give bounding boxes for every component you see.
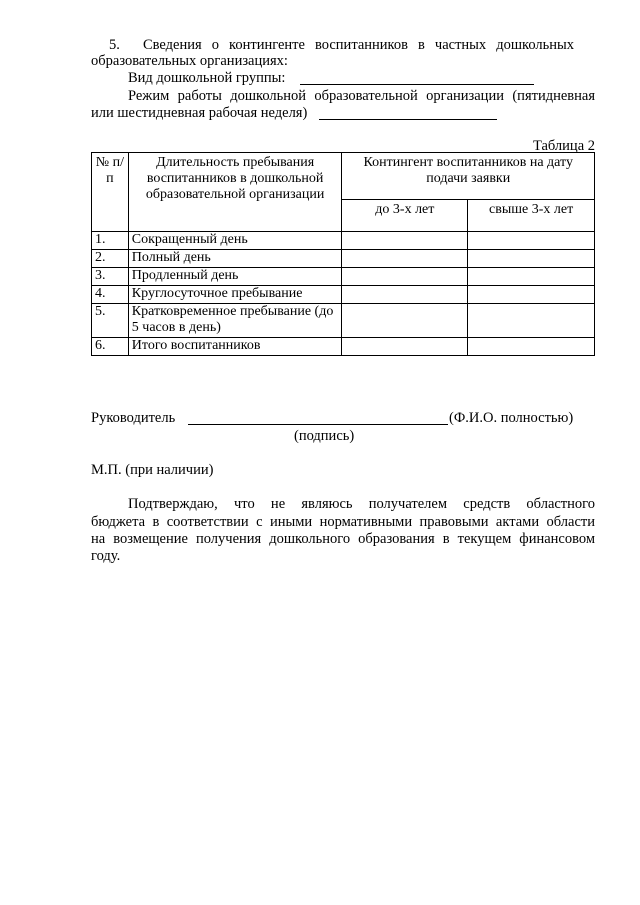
header-over3: свыше 3-х лет bbox=[468, 200, 595, 232]
header-under3: до 3-х лет bbox=[342, 200, 468, 232]
cell-under3[interactable] bbox=[342, 268, 468, 286]
cell-under3[interactable] bbox=[342, 338, 468, 356]
table-row bbox=[92, 304, 595, 338]
row-label: Сокращенный день bbox=[128, 232, 342, 250]
section-heading-line2: образовательных организациях: bbox=[91, 53, 288, 69]
cell-over3[interactable] bbox=[468, 304, 595, 338]
row-label: Круглосуточное пребывание bbox=[128, 286, 342, 304]
cell-under3[interactable] bbox=[342, 286, 468, 304]
confirmation-line1: Подтверждаю, что не являюсь получателем средств областного bbox=[128, 496, 595, 512]
row-num: 5. bbox=[92, 304, 129, 338]
header-num: № п/п bbox=[92, 153, 129, 232]
work-mode-line1: Режим работы дошкольной образовательной организации (пятидневная bbox=[128, 88, 595, 104]
work-mode-line2: или шестидневная рабочая неделя) bbox=[91, 105, 308, 121]
row-num: 4. bbox=[92, 286, 129, 304]
group-type-field[interactable] bbox=[300, 84, 534, 85]
row-label: Полный день bbox=[128, 250, 342, 268]
table-row bbox=[92, 286, 595, 304]
row-label: Продленный день bbox=[128, 268, 342, 286]
sign-label: (подпись) bbox=[294, 428, 355, 444]
table-caption: Таблица 2 bbox=[532, 138, 595, 154]
head-signature-field[interactable] bbox=[188, 424, 448, 425]
row-num: 2. bbox=[92, 250, 129, 268]
confirmation-line3: на возмещение получения дошкольного образования в текущем финансовом bbox=[91, 531, 595, 547]
work-mode-field[interactable] bbox=[319, 119, 497, 120]
cell-under3[interactable] bbox=[342, 304, 468, 338]
cell-under3[interactable] bbox=[342, 232, 468, 250]
stamp-label: М.П. (при наличии) bbox=[91, 462, 214, 478]
table-row bbox=[92, 268, 595, 286]
confirmation-line2: бюджета в соответствии с иными нормативными правовыми актами области bbox=[91, 514, 595, 530]
cell-over3[interactable] bbox=[468, 250, 595, 268]
table-row bbox=[92, 250, 595, 268]
head-label: Руководитель bbox=[91, 410, 176, 426]
row-label: Итого воспитанников bbox=[128, 338, 342, 356]
cell-over3[interactable] bbox=[468, 338, 595, 356]
section-heading-line1: Сведения о контингенте воспитанников в частных дошкольных bbox=[143, 37, 574, 53]
header-duration: Длительность пребывания воспитанников в дошкольной образовательной организации bbox=[128, 153, 342, 232]
cell-under3[interactable] bbox=[342, 250, 468, 268]
contingent-table bbox=[91, 152, 595, 356]
header-contingent: Контингент воспитанников на дату подачи заявки bbox=[342, 153, 595, 200]
group-type-label: Вид дошкольной группы: bbox=[128, 70, 286, 86]
row-num: 1. bbox=[92, 232, 129, 250]
row-num: 3. bbox=[92, 268, 129, 286]
row-num: 6. bbox=[92, 338, 129, 356]
section-number: 5. bbox=[109, 37, 120, 53]
cell-over3[interactable] bbox=[468, 268, 595, 286]
cell-over3[interactable] bbox=[468, 286, 595, 304]
table-row bbox=[92, 338, 595, 356]
table-row bbox=[92, 232, 595, 250]
cell-over3[interactable] bbox=[468, 232, 595, 250]
row-label: Кратковременное пребывание (до 5 часов в день) bbox=[128, 304, 342, 338]
confirmation-line4: году. bbox=[91, 548, 121, 564]
fio-label: (Ф.И.О. полностью) bbox=[449, 410, 574, 426]
